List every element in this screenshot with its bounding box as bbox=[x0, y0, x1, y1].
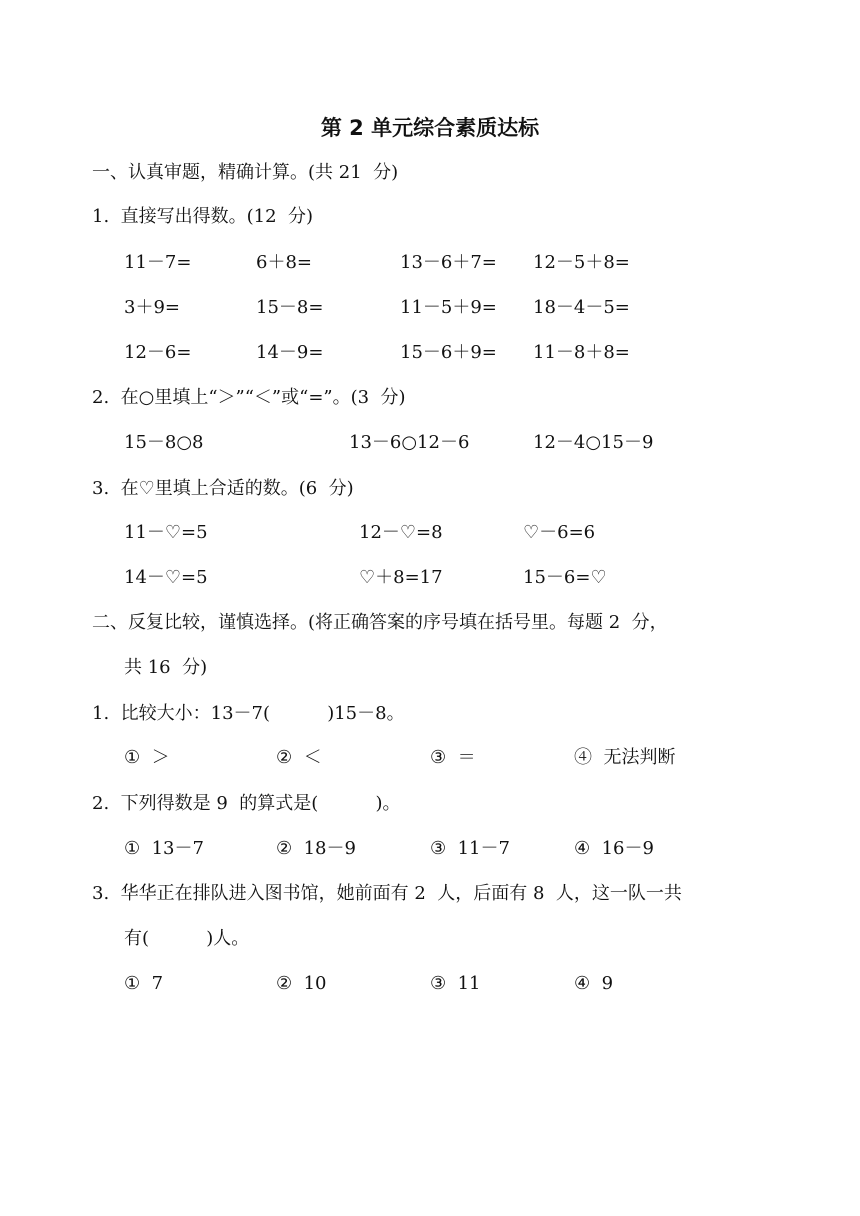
q2-compare-item: 13－6○12－6 bbox=[349, 432, 470, 453]
section2-heading-cont: 共 16 分) bbox=[124, 657, 208, 678]
q1-expr: 11－5＋9= bbox=[400, 297, 497, 318]
q1-expr: 12－6= bbox=[124, 342, 192, 363]
s2-q3-question-cont: 有( )人。 bbox=[124, 928, 250, 949]
q3-heading: 3. 在♡里填上合适的数。(6 分) bbox=[92, 478, 354, 499]
s2-q1-option: ② ＜ bbox=[276, 747, 322, 768]
s2-q2-option: ① 13－7 bbox=[124, 838, 204, 859]
page-title: 第 2 单元综合素质达标 bbox=[320, 116, 540, 140]
q1-expr: 6＋8= bbox=[256, 252, 312, 273]
section2-heading: 二、反复比较，谨慎选择。(将正确答案的序号填在括号里。每题 2 分， bbox=[92, 612, 668, 633]
q1-expr: 15－6＋9= bbox=[400, 342, 497, 363]
q1-expr: 12－5＋8= bbox=[533, 252, 630, 273]
s2-q3-option: ④ 9 bbox=[574, 973, 614, 994]
section1-heading: 一、认真审题，精确计算。(共 21 分) bbox=[92, 162, 399, 183]
q3-expr: 12－♡=8 bbox=[359, 522, 443, 543]
s2-q3-question: 3. 华华正在排队进入图书馆，她前面有 2 人，后面有 8 人，这一队一共 bbox=[92, 883, 682, 904]
s2-q2-question: 2. 下列得数是 9 的算式是( )。 bbox=[92, 793, 401, 814]
s2-q3-option: ① 7 bbox=[124, 973, 164, 994]
q1-expr: 18－4－5= bbox=[533, 297, 630, 318]
s2-q1-option: ④ 无法判断 bbox=[574, 747, 676, 768]
s2-q1-option: ① ＞ bbox=[124, 747, 170, 768]
q3-expr: ♡－6=6 bbox=[523, 522, 596, 543]
q3-expr: 11－♡=5 bbox=[124, 522, 208, 543]
s2-q3-option: ② 10 bbox=[276, 973, 327, 994]
q1-expr: 13－6＋7= bbox=[400, 252, 497, 273]
q3-expr: 15－6=♡ bbox=[523, 567, 607, 588]
q1-expr: 3＋9= bbox=[124, 297, 180, 318]
q2-compare-item: 12－4○15－9 bbox=[533, 432, 654, 453]
q3-expr: ♡＋8=17 bbox=[359, 567, 443, 588]
s2-q1-question: 1. 比较大小：13－7( )15－8。 bbox=[92, 703, 405, 724]
s2-q3-option: ③ 11 bbox=[430, 973, 481, 994]
q2-compare-item: 15－8○8 bbox=[124, 432, 204, 453]
q1-expr: 14－9= bbox=[256, 342, 324, 363]
s2-q2-option: ② 18－9 bbox=[276, 838, 356, 859]
q1-expr: 11－8＋8= bbox=[533, 342, 630, 363]
s2-q2-option: ④ 16－9 bbox=[574, 838, 654, 859]
q1-expr: 11－7= bbox=[124, 252, 192, 273]
q2-heading: 2. 在○里填上“＞”“＜”或“=”。(3 分) bbox=[92, 387, 406, 408]
q3-expr: 14－♡=5 bbox=[124, 567, 208, 588]
s2-q2-option: ③ 11－7 bbox=[430, 838, 510, 859]
q1-expr: 15－8= bbox=[256, 297, 324, 318]
s2-q1-option: ③ ＝ bbox=[430, 747, 476, 768]
q1-heading: 1. 直接写出得数。(12 分) bbox=[92, 206, 314, 227]
